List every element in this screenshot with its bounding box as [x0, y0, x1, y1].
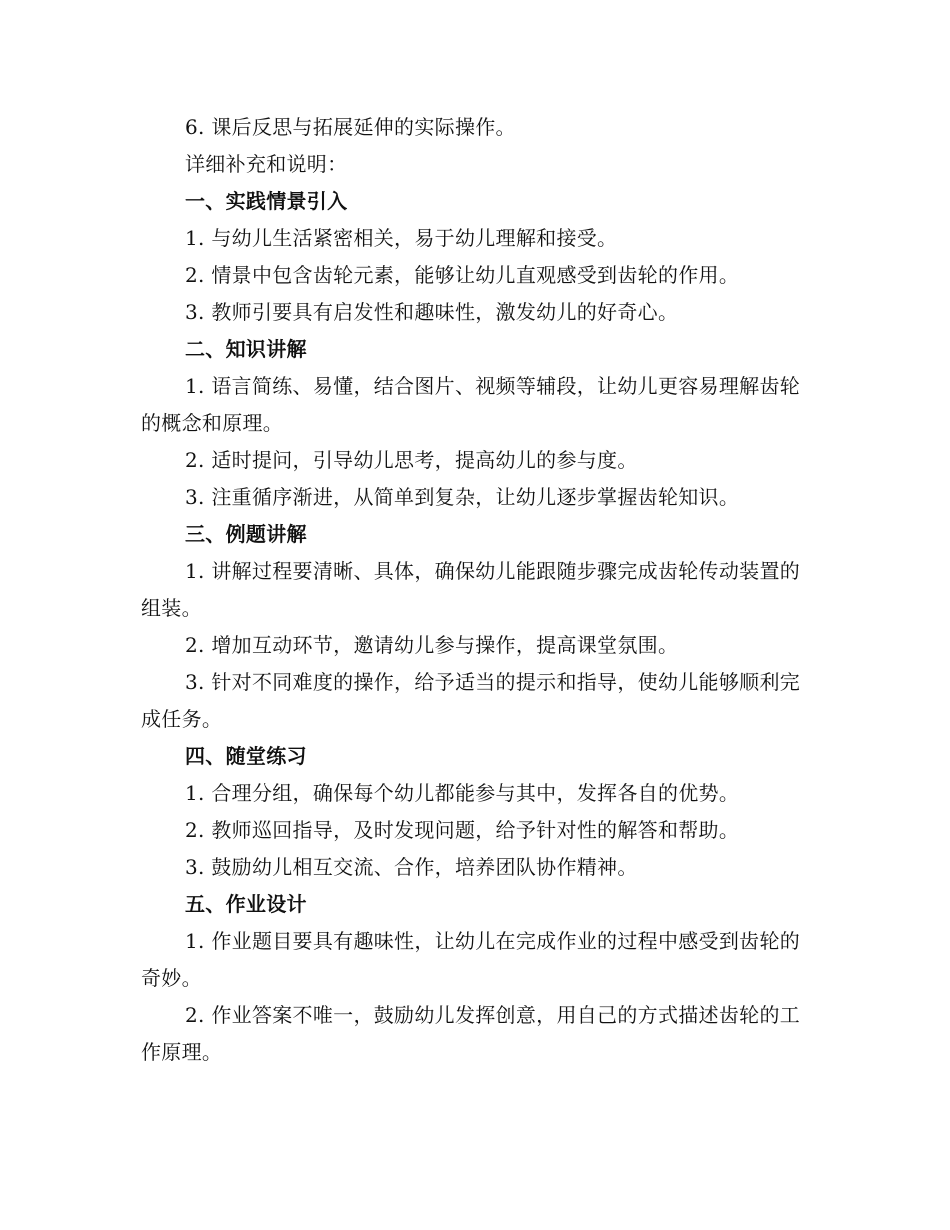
section-heading-3: 三、例题讲解 — [185, 522, 307, 546]
list-item-6: 6. 课后反思与拓展延伸的实际操作。 — [185, 115, 516, 139]
list-item: 1. 语言简练、易懂，结合图片、视频等辅段，让幼儿更容易理解齿轮的概念和原理。 — [141, 374, 801, 435]
section-heading-1: 一、实践情景引入 — [185, 189, 348, 213]
document-body — [141, 109, 805, 1071]
section-heading-2: 二、知识讲解 — [185, 337, 307, 361]
list-item: 1. 与幼儿生活紧密相关，易于幼儿理解和接受。 — [185, 226, 618, 250]
list-item: 3. 注重循序渐进，从简单到复杂，让幼儿逐步掌握齿轮知识。 — [185, 485, 740, 509]
list-item: 2. 增加互动环节，邀请幼儿参与操作，提高课堂氛围。 — [185, 633, 679, 657]
list-item: 3. 针对不同难度的操作，给予适当的提示和指导，使幼儿能够顺利完成任务。 — [141, 670, 801, 731]
list-item: 2. 适时提问，引导幼儿思考，提高幼儿的参与度。 — [185, 448, 638, 472]
list-item: 3. 鼓励幼儿相互交流、合作，培养团队协作精神。 — [185, 855, 638, 879]
list-item: 1. 合理分组，确保每个幼儿都能参与其中，发挥各自的优势。 — [185, 781, 740, 805]
list-item: 3. 教师引要具有启发性和趣味性，激发幼儿的好奇心。 — [185, 300, 679, 324]
list-item: 2. 教师巡回指导，及时发现问题，给予针对性的解答和帮助。 — [185, 818, 740, 842]
list-item: 1. 作业题目要具有趣味性，让幼儿在完成作业的过程中感受到齿轮的奇妙。 — [141, 929, 801, 990]
section-heading-5: 五、作业设计 — [185, 892, 307, 916]
supplement-intro: 详细补充和说明： — [185, 152, 348, 176]
list-item: 1. 讲解过程要清晰、具体，确保幼儿能跟随步骤完成齿轮传动装置的组装。 — [141, 559, 801, 620]
section-heading-4: 四、随堂练习 — [185, 744, 307, 768]
list-item: 2. 情景中包含齿轮元素，能够让幼儿直观感受到齿轮的作用。 — [185, 263, 740, 287]
list-item: 2. 作业答案不唯一，鼓励幼儿发挥创意，用自己的方式描述齿轮的工作原理。 — [141, 1003, 801, 1064]
